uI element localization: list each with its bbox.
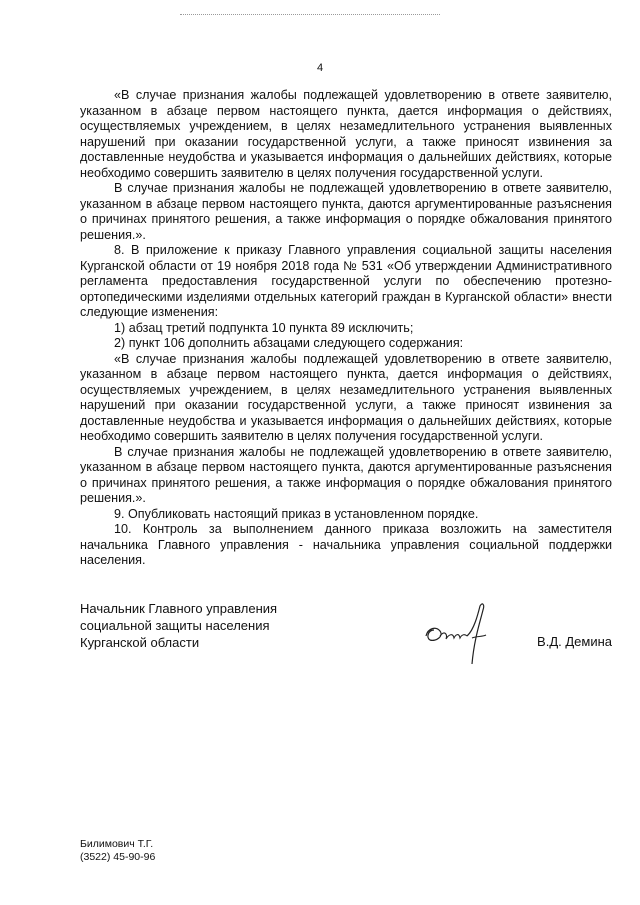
executor-phone: (3522) 45-90-96 — [80, 851, 156, 863]
signatory-title-line: Начальник Главного управления — [80, 601, 278, 616]
page-number: 4 — [316, 62, 324, 74]
signatory-title-line: Курганской области — [80, 635, 200, 650]
signature-block — [80, 600, 620, 670]
document-body — [80, 88, 612, 569]
signatory-name: В.Д. Демина — [537, 634, 612, 649]
signatory-title — [80, 600, 340, 651]
paragraph-quote-rejected-2: В случае признания жалобы не подлежащей удовлетворению в ответе заявителю, указанном в абзаце первом настоящего пункта, даются аргументированные разъяснения о причинах принятого решения, а также информация о порядке обжалования принятого решения.». — [80, 444, 612, 505]
paragraph-quote-rejected-1: В случае признания жалобы не подлежащей удовлетворению в ответе заявителю, указанном в абзаце первом настоящего пункта, даются аргументированные разъяснения о причинах принятого решения, а также информация о порядке обжалования принятого решения.». — [80, 181, 612, 242]
paragraph-item-9: 9. Опубликовать настоящий приказ в установленном порядке. — [114, 506, 479, 521]
executor-contacts — [80, 838, 155, 864]
paragraph-subitem-2: 2) пункт 106 дополнить абзацами следующего содержания: — [114, 336, 464, 350]
top-scan-rule — [180, 14, 440, 15]
paragraph-quote-satisfied-1: «В случае признания жалобы подлежащей удовлетворению в ответе заявителю, указанном в абзаце первом настоящего пункта, дается информация о действиях, осуществляемых учреждением, в целях незамедлительного устранения выявленных нарушений при оказании государственной услуги, а также приносят извинения за доставленные неудобства и указывается информация о дальнейших действиях, которые необходимо совершить заявителю в целях получения государственной услуги. — [80, 88, 612, 180]
signatory-title-line: социальной защиты населения — [80, 618, 270, 633]
paragraph-subitem-1: 1) абзац третий подпункта 10 пункта 89 исключить; — [114, 320, 414, 335]
paragraph-item-8: 8. В приложение к приказу Главного управления социальной защиты населения Курганской области от 19 ноября 2018 года № 531 «Об утверждении Административного регламента предоставления государственной услуги по обеспечению протезно-ортопедическими изделиями отдельных категорий граждан в Курганской области» внести следующие изменения: — [80, 243, 612, 319]
handwritten-signature-icon — [422, 600, 502, 666]
executor-name: Билимович Т.Г. — [80, 838, 154, 850]
paragraph-quote-satisfied-2: «В случае признания жалобы подлежащей удовлетворению в ответе заявителю, указанном в абзаце первом настоящего пункта, дается информация о действиях, осуществляемых учреждением, в целях незамедлительного устранения выявленных нарушений при оказании государственной услуги, а также приносят извинения за доставленные неудобства и указывается информация о дальнейших действиях, которые необходимо совершить заявителю в целях получения государственной услуги. — [80, 351, 612, 443]
paragraph-item-10: 10. Контроль за выполнением данного приказа возложить на заместителя начальника Главного управления - начальника управления социальной поддержки населения. — [80, 522, 612, 567]
